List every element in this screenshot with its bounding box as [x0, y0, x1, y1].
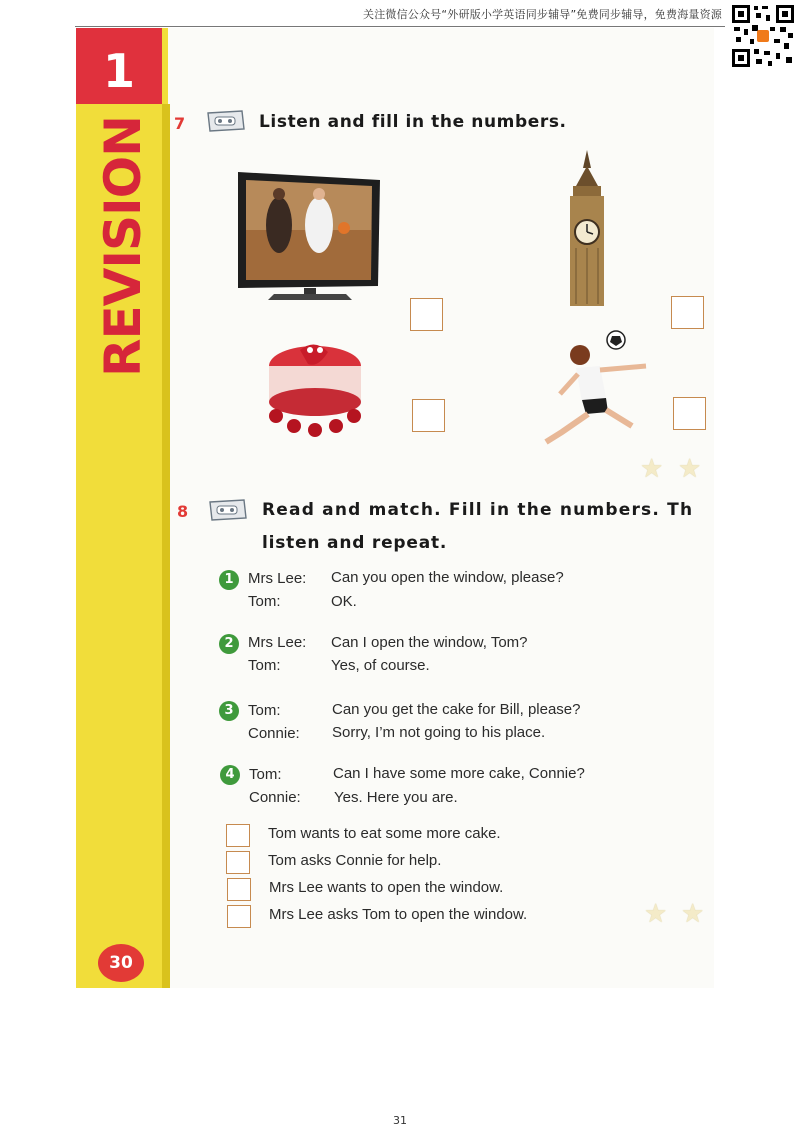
match-box[interactable]	[226, 824, 250, 847]
textbook-page	[76, 28, 714, 988]
dialogue-line: Can you get the cake for Bill, please?	[332, 701, 581, 718]
answer-box-big-ben[interactable]	[671, 296, 704, 329]
dialogue-speaker: Tom:	[248, 657, 281, 674]
unit-number: 1	[76, 28, 162, 104]
exercise-8-heading-continued: listen and repeat.	[262, 533, 448, 553]
dialogue-line: Sorry, I’m not going to his place.	[332, 724, 546, 741]
exercise-7-heading: Listen and fill in the numbers.	[259, 112, 567, 132]
dialogue-speaker: Connie:	[248, 725, 300, 742]
star-icon: ★	[644, 899, 668, 929]
match-box[interactable]	[227, 878, 251, 901]
dialogue-number: 1	[219, 570, 239, 590]
football-boy-picture	[536, 328, 656, 453]
dialogue-line: Yes, of course.	[331, 657, 430, 674]
dialogue-number: 2	[219, 634, 239, 654]
dialogue-line: Can I open the window, Tom?	[331, 634, 528, 651]
dialogue-speaker: Tom:	[249, 766, 282, 783]
dialogue-line: Can I have some more cake, Connie?	[333, 765, 585, 782]
exercise-8-number: 8	[177, 502, 189, 521]
header-divider	[75, 26, 725, 27]
star-icon: ★	[681, 899, 705, 929]
footer-page-number: 31	[393, 1114, 407, 1127]
cassette-tape-icon	[206, 498, 248, 522]
big-ben-picture	[558, 148, 616, 306]
page-number: 30	[98, 944, 144, 982]
dialogue-number: 4	[220, 765, 240, 785]
answer-box-tv[interactable]	[410, 298, 443, 331]
dialogue-speaker: Tom:	[248, 702, 281, 719]
dialogue-speaker: Mrs Lee:	[248, 634, 307, 651]
answer-box-football[interactable]	[673, 397, 706, 430]
cake-picture	[260, 338, 370, 448]
statement-text: Mrs Lee asks Tom to open the window.	[269, 906, 528, 923]
tv-basketball-picture	[234, 170, 384, 305]
statement-text: Tom asks Connie for help.	[268, 852, 442, 869]
dialogue-number: 3	[219, 701, 239, 721]
statement-text: Mrs Lee wants to open the window.	[269, 879, 504, 896]
dialogue-line: Yes. Here you are.	[334, 789, 458, 806]
answer-box-cake[interactable]	[412, 399, 445, 432]
dialogue-line: Can you open the window, please?	[331, 569, 564, 586]
match-box[interactable]	[226, 851, 250, 874]
star-icon: ★	[678, 454, 702, 484]
cassette-tape-icon	[204, 109, 246, 133]
exercise-7-number: 7	[174, 114, 186, 133]
match-box[interactable]	[227, 905, 251, 928]
watermark-text: 关注微信公众号“外研版小学英语同步辅导”免费同步辅导，免费海量资源	[363, 8, 722, 21]
dialogue-speaker: Tom:	[248, 593, 281, 610]
qr-code-icon	[730, 3, 796, 69]
unit-sidebar	[76, 28, 168, 988]
unit-title: REVISION	[94, 116, 152, 377]
sidebar-stripe	[162, 104, 170, 988]
exercise-8-heading: Read and match. Fill in the numbers. Th	[262, 500, 694, 520]
dialogue-speaker: Mrs Lee:	[248, 570, 307, 587]
statement-text: Tom wants to eat some more cake.	[268, 825, 501, 842]
dialogue-speaker: Connie:	[249, 789, 301, 806]
star-icon: ★	[640, 454, 664, 484]
dialogue-line: OK.	[331, 593, 357, 610]
